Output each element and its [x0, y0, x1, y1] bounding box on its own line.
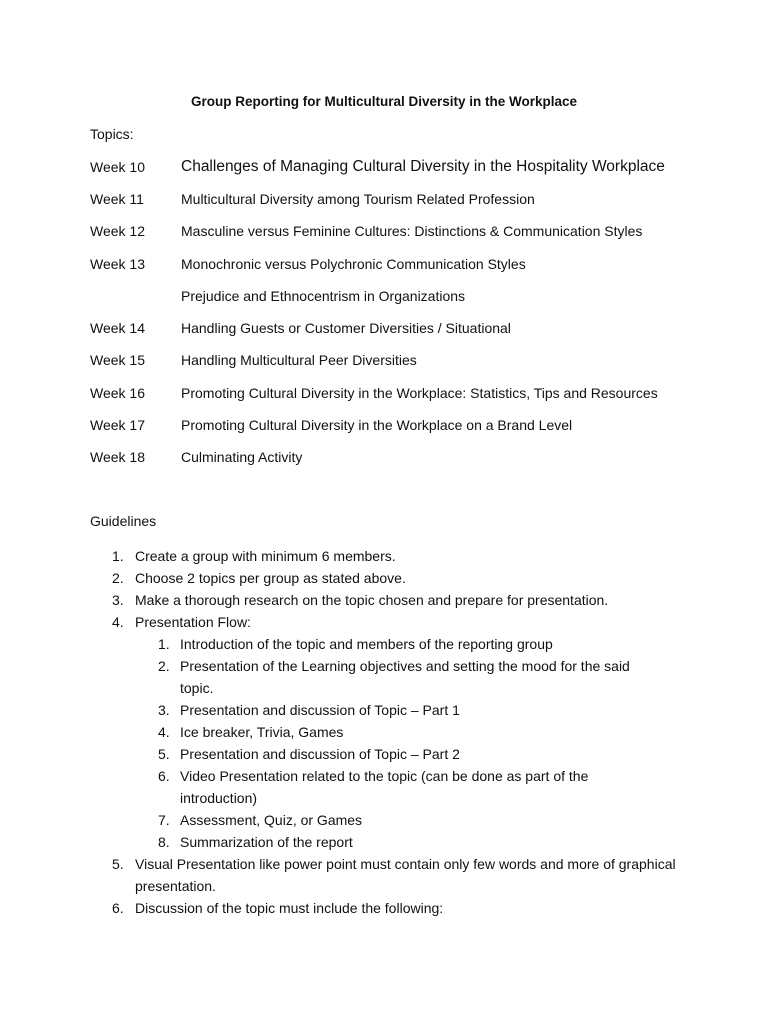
sublist-item [90, 809, 660, 831]
list-number: 1. [112, 548, 124, 564]
list-number: 3. [112, 592, 124, 608]
topic-week: Week 12 [90, 223, 145, 239]
sublist-number: 6. [158, 768, 170, 784]
sublist-text: Video Presentation related to the topic (can be done as part of the introduction) [180, 768, 589, 806]
sublist-number: 8. [158, 834, 170, 850]
list-item [90, 589, 690, 611]
guidelines-label: Guidelines [90, 513, 157, 529]
sublist-text: Summarization of the report [180, 834, 353, 850]
guidelines-list [90, 545, 690, 919]
topic-week: Week 10 [90, 159, 145, 175]
list-item [90, 567, 690, 589]
topic-week: Week 16 [90, 385, 145, 401]
sublist-text: Presentation and discussion of Topic – Part 2 [180, 746, 460, 762]
sublist-text: Introduction of the topic and members of the reporting group [180, 636, 553, 652]
sublist-number: 7. [158, 812, 170, 828]
list-item [90, 611, 690, 633]
list-number: 4. [112, 614, 124, 630]
sublist-number: 5. [158, 746, 170, 762]
sublist-text: Assessment, Quiz, or Games [180, 812, 363, 828]
sublist-item [90, 655, 660, 699]
list-text: Choose 2 topics per group as stated above. [135, 570, 406, 586]
list-text: Visual Presentation like power point must contain only few words and more of graphical presentation. [135, 856, 676, 894]
list-number: 2. [112, 570, 124, 586]
list-number: 6. [112, 900, 124, 916]
sublist-number: 2. [158, 658, 170, 674]
list-text: Discussion of the topic must include the following: [135, 900, 444, 916]
sublist-item [90, 831, 660, 853]
topic-week: Week 14 [90, 320, 145, 336]
topic-title: Masculine versus Feminine Cultures: Distinctions & Communication Styles [181, 223, 643, 239]
sublist-number: 1. [158, 636, 170, 652]
topic-title: Promoting Cultural Diversity in the Workplace: Statistics, Tips and Resources [181, 385, 658, 401]
topic-title: Challenges of Managing Cultural Diversity in the Hospitality Workplace [181, 158, 665, 175]
list-number: 5. [112, 856, 124, 872]
document-title: Group Reporting for Multicultural Diversity in the Workplace [190, 94, 578, 109]
sublist-text: Presentation of the Learning objectives and setting the mood for the said topic. [180, 658, 630, 696]
topic-title: Handling Multicultural Peer Diversities [181, 352, 417, 368]
topic-title: Monochronic versus Polychronic Communication Styles [181, 256, 526, 272]
topic-week: Week 17 [90, 417, 145, 433]
topic-week: Week 11 [90, 191, 144, 207]
topic-week: Week 18 [90, 449, 145, 465]
list-text: Make a thorough research on the topic chosen and prepare for presentation. [135, 592, 609, 608]
sublist-item [90, 721, 660, 743]
sublist-item [90, 699, 660, 721]
sublist-item [90, 743, 660, 765]
list-item [90, 545, 690, 567]
topic-title: Multicultural Diversity among Tourism Related Profession [181, 191, 535, 207]
sublist-number: 3. [158, 702, 170, 718]
list-item [90, 897, 690, 919]
list-text: Presentation Flow: [135, 614, 251, 630]
topic-title: Promoting Cultural Diversity in the Workplace on a Brand Level [181, 417, 573, 433]
list-item [90, 853, 690, 897]
topic-title: Culminating Activity [181, 449, 303, 465]
sublist-number: 4. [158, 724, 170, 740]
sublist-text: Presentation and discussion of Topic – Part 1 [180, 702, 460, 718]
list-text: Create a group with minimum 6 members. [135, 548, 396, 564]
sublist-item [90, 633, 660, 655]
topics-label: Topics: [90, 126, 134, 142]
presentation-flow-list [90, 633, 690, 853]
topic-week: Week 15 [90, 352, 145, 368]
sublist-text: Ice breaker, Trivia, Games [180, 724, 344, 740]
topic-week: Week 13 [90, 256, 145, 272]
sublist-item [90, 765, 660, 809]
topic-title: Prejudice and Ethnocentrism in Organizations [181, 288, 466, 304]
topic-title: Handling Guests or Customer Diversities / Situational [181, 320, 511, 336]
